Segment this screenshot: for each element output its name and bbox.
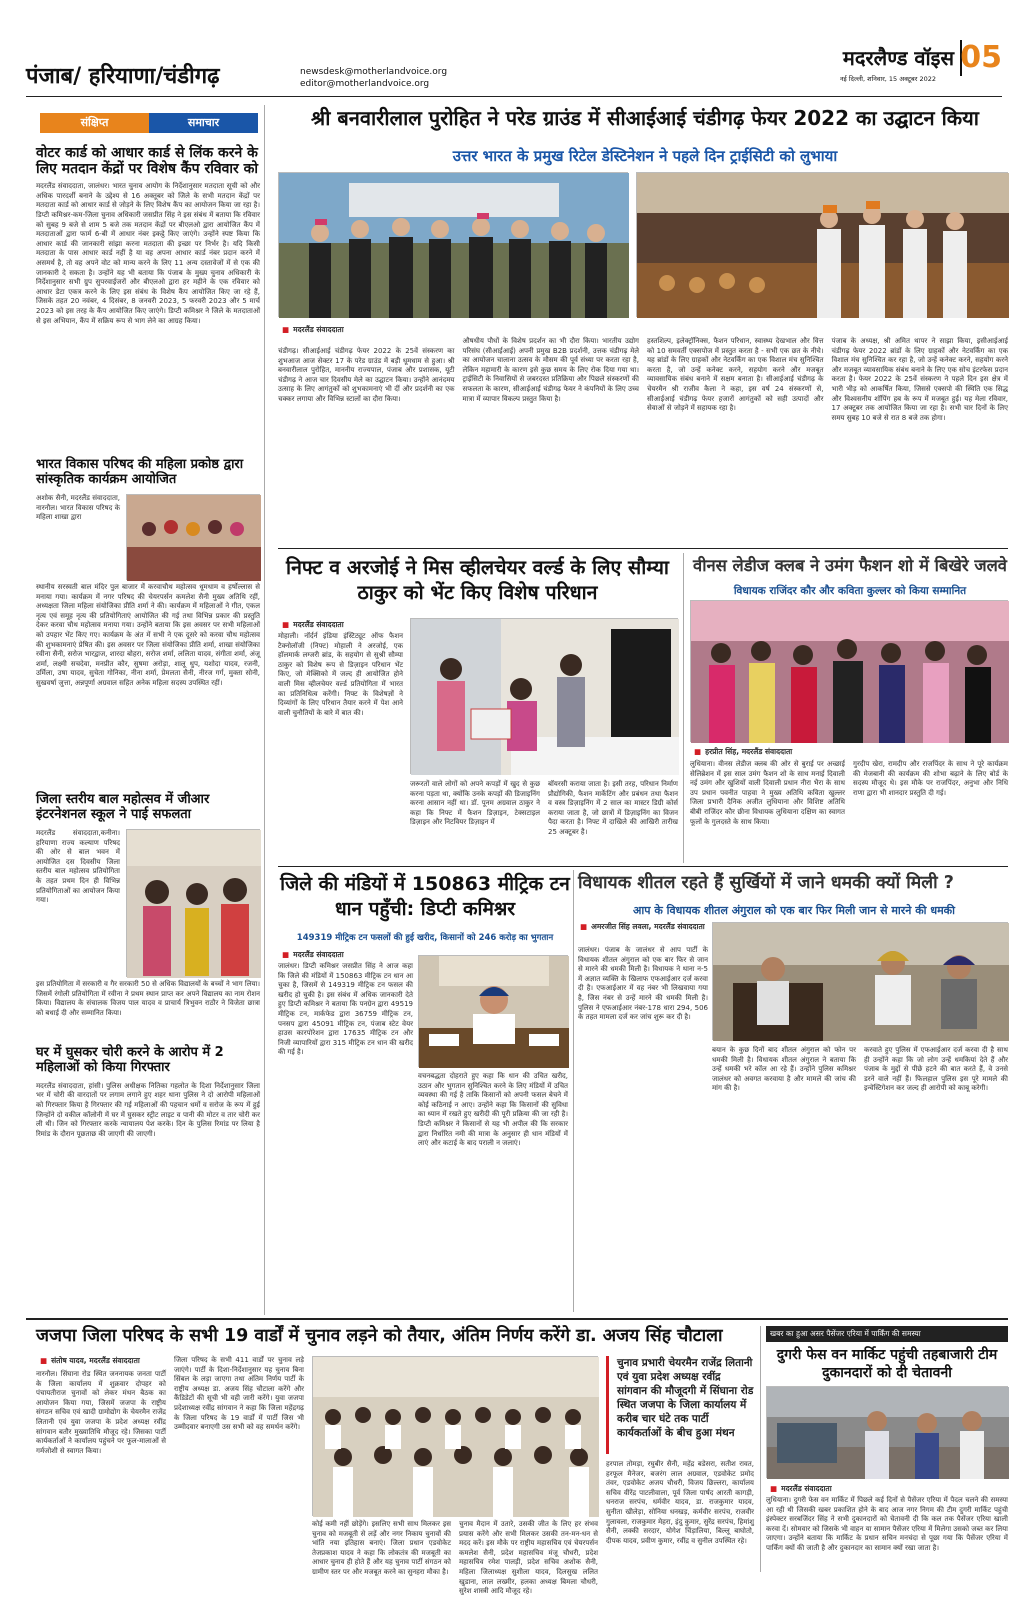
nift-headline: निफ्ट व अरजोई ने मिस व्हीलचेयर वर्ल्ड के लिए सौम्या ठाकुर को भेंट किए विशेष परिधान xyxy=(286,556,669,605)
dugri-tag: खबर का हुआ असर पैसेंजर एरिया में पार्किंग की समस्या xyxy=(766,1326,1008,1342)
article-body: चंडीगढ़। सीआईआई चंडीगढ़ फेयर 2022 के 25वें संस्करण का शुभआज आज सेक्टर 17 के परेड ग्राउंड में बड़ी धूमधाम से हुआ। श्री बनवारीलाल पुरोहित, माननीय राज्यपाल, पंजाब और प्रशासक, यूटी चंडीगढ़ ने आज चार दिवसीय मेले का उद्घाटन किया। उन्होंने आनंदमय उत्साह के लिए आगंतुकों को शुभकामनाएं भी दीं और प्रदर्शनी का एक चक्कर लगाया और विभिन्न स्टालों का दौरा किया। xyxy=(278,347,455,403)
article-headline: घर में घुसकर चोरी करने के आरोप में 2 महिलाओं को किया गिरफ्तार xyxy=(36,1044,224,1075)
dugri-photo xyxy=(766,1386,1008,1478)
article-body: औषधीय पौधों के विशेष प्रदर्शन का भी दौरा किया। भारतीय उद्योग परिसंघ (सीआईआई) अपनी प्रमुख B2B प्रदर्शनी, उत्तक चंडीगढ़ मेले का आयोजन चालाना उत्सव के मौसम की पूर्व संध्या पर करता रहा है, लेकिन महामारी के कारण इसे कुछ समय के लिए रोक दिया गया था। ट्राईसिटी के निवासियों से जबरदस्त प्रतिक्रिया और पिछले संस्करणों की सफलता के कारण, सीआईआई चंडीगढ़ फेयर ने कंपनियों के लिए उच्च मात्रा में व्यापार विकल्प प्रस्तुत किया है। xyxy=(462,337,639,403)
byline: ■ मदरलैंड संवाददाता xyxy=(282,620,344,630)
nift-photo xyxy=(410,618,678,774)
article-body: बॉयरसी कराया जाता है। इसी तरह, परिधान निर्माण प्रौद्योगिकी, फैशन मार्केटिंग और प्रबंधन तथा फैशन व वस्त्र डिज़ाइनिंग में 2 साल का मास्टर डिग्री कोर्स कराया जाता है, जो छात्रों में डिज़ाइनिंग का विजन पैदा करता है। निफ्ट में दाखिले की आखिरी तारीख 25 अक्टूबर है। xyxy=(548,780,678,836)
article-body: करवाते हुए पुलिस में एफआईआर दर्ज करवा दी है साथ ही उन्होंने कहा कि जो लोग उन्हें धमकियां देते हैं और पंजाब के मुद्दों से पीछे हटने की बात करते हैं, वे उनसे डरने वाले नहीं हैं। फिलहाल पुलिस इस पूरे मामले की इन्वेस्टिगेशन कर जल्द ही आरोपी को काबू करेगी। xyxy=(864,1046,1008,1093)
article-body: अशोक सैनी, मदरलैंड संवाददाता, नारनौल। भारत विकास परिषद के महिला शाखा द्वारा xyxy=(36,494,120,522)
byline: ■ संतोष यादव, मदरलैंड संवाददाता xyxy=(40,1356,140,1366)
newsdesk-email[interactable]: newsdesk@motherlandvoice.org xyxy=(300,67,448,77)
sheetal-subheadline: आप के विधायक शीतल अंगुराल को एक बार फिर मिली जान से मारने की धमकी xyxy=(633,904,955,917)
article-body: पंजाब के अध्यक्ष, श्री अमित थापर ने साझा किया, इसीआईआई चंडीगढ़ फेयर 2022 ब्रांडों के लिए ग्राहकों और नेटवर्किंग का एक विशाल मंच सुनिश्चित कर रहा है, जो उन्हें कनेक्ट करने, सहयोग करने और मजबूत व्यावसायिक संबंध बनाने के लिए एक सोच इंटरफेस प्रदान करता है। फेयर 2022 के 25वें संस्करण ने पहले दिन इस क्षेत्र में भारी भीड़ को आकर्षित किया, जिससे एक्सपो की स्थिति एक सिद्ध और विश्वसनीय शॉपिंग हब के रूप में मजबूत हुई। यह मेला रविवार, 17 अक्टूबर तक आयोजित किया जा रहा है। सभी चार दिनों के लिए समय सुबह 10 बजे से रात 8 बजे तक होगा। xyxy=(831,337,1008,422)
byline: ■ मदरलैंड संवाददाता xyxy=(282,325,344,335)
column-divider xyxy=(760,1326,761,1572)
lead-photo-right xyxy=(636,172,1008,317)
byline: ■ मदरलैंड संवाददाता xyxy=(282,950,344,960)
column-divider xyxy=(573,870,574,1312)
sheetal-headline: विधायक शीतल रहते हैं सुर्खियों में जाने धमकी क्यों मिली ? xyxy=(578,873,954,893)
nift-article-body xyxy=(410,780,678,862)
article-body: स्थानीय सरस्वती बाल मंदिर पुल बाजार में करवाचौथ महोत्सव धूमधाम व हर्षोल्लास से मनाया गया। कार्यक्रम में नगर परिषद की चेयरपर्सन कमलेश सैनी मुख्य अतिथि रहीं, अध्यक्षता जिला महिला संयोजिका प्रीति शर्मा ने की। कार्यक्रम में महिलाओं ने गीत, एकल नृत्य एवं समूह नृत्य की प्रतियोगिताएं आयोजित की गई तथा विभिन्न प्रकार की प्रस्तुति देकर करवा चौथ महोत्सव मनाया गया। उन्होंने बताया कि इस अवसर पर सभी महिलाओं को उपहार भेंट किए गए। कार्यक्रम के अंत में सभी ने एक दूसरे को करवा चौथ महोत्सव की शुभकामनाएं प्रेषित की। इस अवसर पर जिला संयोजिका प्रीति शर्मा, शाखा संयोजिका रवीना सैनी, सरोज भारद्वाज, शारदा बोहरा, सरोज शर्मा, ललिता यादव, संगीता शर्मा, अंजू शर्मा, लक्ष्मी सचदेवा, मनप्रीत कौर, सुषमा अरोड़ा, शालू धुप, यशोदा यादव, रजनी, उर्मिला, उषा यादव, सुचेता गोनिका, नीना शर्मा, प्रेमलता सैनी, नीरज गर्ग, मुक्ता सोनी, सुखवर्षा जुत्ता, अन्नपूर्णा अग्रवाल सहित अनेक महिला सदस्य उपस्थित रहीं। xyxy=(36,583,260,687)
article-body: वचनबद्धता दोहराते हुए कहा कि धान की उचित खरीद, उठान और भुगतान सुनिश्चित करने के लिए मंडियों में उचित व्यवस्था की गई है ताकि किसानों को अपनी फसल बेचने में कोई कठिनाई न आए। उन्होंने कहा कि किसानों की सुविधा का ध्यान में रखते हुए खरीदी की पूरी प्रक्रिया की जा रही है। डिप्टी कमिश्नर ने किसानों से यह भी अपील की कि सरकार द्वारा निर्धारित नमी की मात्रा के अनुसार ही धान मंडियों में लाएं और कटाई के बाद पराली न जलाएं। xyxy=(418,1072,568,1148)
section-region: पंजाब/ हरियाणा/चंडीगढ़ xyxy=(26,63,220,89)
contact-emails xyxy=(300,66,447,90)
section-rule xyxy=(278,548,1008,549)
section-rule xyxy=(278,866,1008,867)
brief-tag-2: समाचार xyxy=(149,113,258,133)
article-body: जरूरतों वाले लोगों को अपने कपड़ों में खुद से कुछ करना पड़ता था, क्योंकि उनके कपड़ों की डिजाइनिंग करना आसान नहीं था। डॉ. पूनम अग्रवाल ठाकुर ने कहा कि निफ्ट में फैशन डिज़ाइन, टेक्सटाइल डिज़ाइन और निटवियर डिज़ाइन में xyxy=(410,780,540,827)
article-body: मदरलैंड संवाददाता,कनीना। हरियाणा राज्य कल्याण परिषद की ओर से बाल भवन में आयोजित दस दिवसीय जिला स्तरीय बाल महोत्सव प्रतियोगिता के तहत प्रथम दिन ही विभिन्न प्रतियोगिताओं का आयोजन किया गया। xyxy=(36,828,120,905)
article-body: नारनौल। सिंघाना रोड स्थित जननायक जनता पार्टी के जिला कार्यालय में शुक्रवार दोपहर को पंचायतीराज चुनावों को लेकर मंथन बैठक का आयोजन किया गया, जिसमें जजपा के राष्ट्रीय संगठन सचिव एवं खादी ग्रामोद्योग के चेयरमैन राजेंद्र लितानी एवं युवा जजपा के प्रदेश अध्यक्ष रवींद्र सांगवान बतौर मुख्यातिथि मौजूद रहे। जिसका पार्टी कार्यकर्ताओं ने कार्यालय पहुंचने पर फूल-मालाओं से गर्मजोशी से स्वागत किया। xyxy=(36,1370,166,1455)
editor-email[interactable]: editor@motherlandvoice.org xyxy=(300,79,430,89)
vlc-photo xyxy=(690,600,1008,742)
page-number: 05 xyxy=(960,40,1002,75)
jjp-headline: जजपा जिला परिषद के सभी 19 वार्डों में चुनाव लड़ने को तैयार, अंतिम निर्णय करेंगे डा. अजय सिंह चौटाला xyxy=(36,1326,723,1346)
lead-subheadline: उत्तर भारत के प्रमुख रिटेल डेस्टिनेशन ने पहले दिन ट्राईसिटी को लुभाया xyxy=(452,147,838,165)
date-line: नई दिल्ली, शनिवार, 15 अक्टूबर 2022 xyxy=(839,75,936,83)
column-divider xyxy=(264,105,265,1315)
dugri-headline: दुगरी फेस वन मार्किट पहुंची तहबाजारी टीम दुकानदारों को दी चेतावनी xyxy=(776,1347,998,1381)
article-headline: भारत विकास परिषद की महिला प्रकोष्ठ द्वारा सांस्कृतिक कार्यक्रम आयोजित xyxy=(36,457,244,488)
article-body: चुनाव मैदान में उतारे, उसकी जीत के लिए हर संभव प्रयास करेंगे और सभी मिलकर उसकी तन-मन-धन से मदद करें। इस मौके पर राष्ट्रीय महासचिव एवं चेयरपर्सन कमलेश सैनी, प्रदेश महासचिव मंजू चौधरी, प्रदेश महासचिव रमेश पालड़ी, प्रदेश सचिव अशोक सैनी, महिला जिलाध्यक्ष सुशीला यादव, दिलसुख ललित खुडाना, लाल लख्मीर, हलका अध्यक्ष बिमला चौधरी, सुरेश शास्त्री आदि मौजूद रहे। xyxy=(459,1520,598,1596)
brief-tag-1: संक्षिप्त xyxy=(40,113,149,133)
publication-name: मदरलैण्ड वॉइस xyxy=(842,46,954,70)
article-body: जालंधर। डिप्टी कमिश्नर जसप्रीत सिंह ने आज कहा कि जिले की मंडियों में 150863 मीट्रिक टन धान आ चुका है, जिसमें से 149319 मीट्रिक टन फसल की खरीद हो चुकी है। इस संबंध में अधिक जानकारी देते हुए डिप्टी कमिश्नर ने बताया कि पनग्रेन द्वारा 49519 मीट्रिक टन, मार्कफेड द्वारा 36759 मीट्रिक टन, पनसप द्वारा 45091 मीट्रिक टन, पंजाब स्टेट वेयर हाउस कारपोरेशन द्वारा 17635 मीट्रिक टन और निजी व्यापारियों द्वारा 315 मीट्रिक टन धान की खरीद की गई है। xyxy=(278,962,413,1057)
jjp-photo xyxy=(312,1356,598,1516)
lead-article-body xyxy=(278,337,1008,543)
article-body: मदरलैंड संवाददाता, जालंधर। भारत चुनाव आयोग के निर्देशानुसार मतदाता सूची को और अधिक पारदर्शी बनाने के उद्देश्य से 16 अक्तूबर को जिले के सभी मतदान केंद्रों पर मतदाता कार्ड को आधार कार्ड से जोड़ने के लिए विशेष कैंप का आयोजन किया जा रहा है। डिप्टी कमिश्नर-कम-जिला चुनाव अधिकारी जसप्रीत सिंह ने इस संबंध में बताया कि रविवार को सुबह 9 बजे से शाम 5 बजे तक मतदान केंद्रों पर बीएलओ द्वारा आयोजित कैंप में मतदाताओं द्वारा फार्म 6-बी में आधार नंबर इकट्ठे किए जाएंगे। उन्होंने स्पष्ट किया कि आधार कार्ड की जानकारी सांझा करना मतदाता की इच्छा पर निर्भर है। यदि किसी मतदाता के पास आधार कार्ड नहीं है या वह अपना आधार कार्ड नंबर प्रदान करने में असमर्थ है, तो वह अपने वोट को मान्य करने के लिए 11 अन्य दस्तावेजों में से एक की जानकारी दे सकता है। उन्होंने यह भी बताया कि पंजाब के मुख्य चुनाव अधिकारी के निर्देशानुसार सभी ग्रुप सुपरवाईजरों और बीएलओ द्वारा हर महीने के एक रविवार को आधार डेटा एकत्र करने के लिए इस संबंध के विशेष कैंप आयोजित किए जा रहे हैं, जिसके तहत 20 नवंबर, 4 दिसंबर, 8 जनवरी 2023, 5 फरवरी 2023 और 5 मार्च 2023 को इस तरह के कैंप आयोजित किए जाएंगे। डिप्टी कमिश्नर ने जिले के मतदाताओं से इस अभियान, कैंप में सक्रिय रूप से भाग लेने का आग्रह किया। xyxy=(36,182,260,325)
lead-headline: श्री बनवारीलाल पुरोहित ने परेड ग्राउंड में सीआईआई चंडीगढ़ फेयर 2022 का उद्घाटन किया xyxy=(311,106,979,130)
jjp-highlight-box: चुनाव प्रभारी चेयरमैन राजेंद्र लितानी एवं युवा प्रदेश अध्यक्ष रवींद्र सांगवान की मौजूदगी में सिंघाना रोड स्थित जजपा के जिला कार्यालय में करीब चार घंटे तक पार्टी कार्यकर्ताओं के बीच हुआ मंथन xyxy=(606,1356,754,1454)
article-body: बयान के कुछ दिनों बाद शीतल अंगुराल को फोन पर धमकी मिली है। विधायक शीतल अंगुराल ने बताया कि उन्हें धमकी भरे कॉल आ रहे हैं। उन्होंने पुलिस कमिश्नर जालंधर को अवगत करवाया है और मामले की जांच की मांग की है। xyxy=(712,1046,856,1093)
section-rule xyxy=(26,1318,1008,1320)
article-body: इस प्रतियोगिता में सरकारी व गैर सरकारी 50 से अधिक विद्यालयों के बच्चों ने भाग लिया। जिसमें रंगोली प्रतियोगिता में रवीना ने प्रथम स्थान प्राप्त कर अपने विद्यालय का नाम रोशन किया। विद्यालय के संचालक विजय पाल यादव व प्राचार्य त्रिभुवन राठौर ने विजेता छात्रा को बधाई दी और सम्मानित किया। xyxy=(36,979,260,1017)
byline: ■ अमरजीत सिंह लवला, मदरलैंड संवाददाता xyxy=(580,922,710,932)
mandi-photo xyxy=(418,955,568,1067)
mandi-subheadline: 149319 मीट्रिक टन फसलों की हुई खरीद, किसानों को 246 करोड़ का भुगतान xyxy=(296,933,554,943)
lead-photo-left xyxy=(278,172,628,317)
article-body: जालंधर। पंजाब के जालंधर से आप पार्टी के विधायक शीतल अंगुराल को एक बार फिर से जान से मारने की धमकी मिली है। विधायक ने थाना न-5 में अज्ञात व्यक्ति के खिलाफ एफआईआर दर्ज करवा दी है। एफआईआर में वह नंबर भी लिखवाया गया है, जिस नंबर से उन्हें मारने की धमकी मिली है। पुलिस ने एफआईआर नंबर-178 धारा 294, 506 के तहत मामला दर्ज कर जांच शुरू कर दी है। xyxy=(578,946,708,1022)
article-body: हस्तशिल्प, इलेक्ट्रॉनिक्स, फैशन परिधान, स्वास्थ्य देखभाल और वित्त को 10 समवर्ती एक्सपोज में प्रस्तुत करता है - सभी एक छत के नीचे। यह ब्रांडों के लिए ग्राहकों और नेटवर्किंग का एक विशाल मंच सुनिश्चित करता है, जो उन्हें कनेक्ट करने, सहयोग करने और मजबूत व्यावसायिक संबंध बनाने में सक्षम बनाता है। सीआईआई चंडीगढ़ के चेयरमैन श्री राजीव कैला ने कहा, इस वर्ष 24 संस्करणों से, सीआईआई चंडीगढ़ फेयर हजारों आगंतुकों को सही उत्पादों और सेवाओं से जोड़ने में सहायक रहा है। xyxy=(647,337,824,413)
article-body: हरपाल तोमड़ा, रघुबीर सैनी, महेंद्र बडेसरा, सतीश रावत, हरफूल मैनेजर, बजरंग लाल अग्रवाल, एडवोकेट प्रमोद तंवर, एडवोकेट अजय चौधरी, विजय छिल्लरा, कार्यालय सचिव वीरेंद्र पाटलीवाला, पूर्व जिला पार्षद आरती कागड़ी, धनराज सरपंच, धर्मवीर यादव, डा. राजकुमार यादव, सुनीता खीलेड़ा, सोनिया धनखड़, कर्मवीर सरपंच, राजवीर गुलावला, राजकुमार मेहरा, इंदु कुमार, सुरेंद्र सरपंच, हिमांशु सैनी, लक्की सरदार, योगेश चिंड़ालिया, बिल्लू बाघोतो, दीपक यादव, प्रवीण कुमार, रवींद्र व सुनील उपस्थित रहे। xyxy=(606,1460,754,1545)
article-body: गुरदीप खेरा, रामदीप और राजपिंदर के साथ ने पूरे कार्यक्रम की मेजबानी की कार्यक्रम की शोभा बढ़ाने के लिए बोर्ड के सदस्य मौजूद थे। इस मौके पर राजपिंदर, अनुभा और निधि राणा द्वारा भी शानदार प्रस्तुति दी गई। xyxy=(853,760,1008,797)
article-body: मदरलैंड संवाददाता, हांसी। पुलिस अधीक्षक नितिका गहलोत के दिशा निर्देशानुसार जिला भर में चोरी की वारदातों पर लगाम लगाने हुए शहर थाना पुलिस ने दो आरोपी महिलाओं को गिरफ्तार किया है गिरफ्तार की गई महिलाओं की पहचान धर्मो व सरोज के रूप में हुई जिन्होंने दो वकील कॉलोनी में घर में घुसकर स्ट्रीट लाइट व पानी की मोटर व तार चोरी कर ली थी। जिन को गिरफ्तार करके न्यायालय पेश करके। दिन के पुलिस रिमांड पर लिया है रिमांड के दौरान पूछताछ की जाएगी की जाएगी। xyxy=(36,1081,260,1138)
left-column xyxy=(36,145,260,1313)
brief-news-tag xyxy=(40,113,258,133)
article-photo xyxy=(126,494,260,580)
vlc-article-body xyxy=(690,760,1008,862)
article-body: जिला परिषद के सभी 411 वार्डों पर चुनाव लड़े जाएंगे। पार्टी के दिशा-निर्देशानुसार यह चुनाव बिना सिंबल के लड़ा जाएगा तथा अंतिम निर्णय पार्टी के राष्ट्रीय अध्यक्ष डा. अजय सिंह चौटाला करेंगे और कैंडिडेटों की सूची भी वही जारी करेंगे। युवा जजपा प्रदेशाध्यक्ष रवींद्र सांगवान ने कहा कि जिला महेंद्रगढ़ के जिला परिषद के 19 वार्डों में पार्टी जिस भी उम्मीदवार बनाएगी उस सभी को वह समर्थन करेंगे। xyxy=(174,1356,304,1432)
article-body: लुधियाना। वीनस लेडीज क्लब की ओर से बुराई पर अच्छाई सेलिब्रेशन में इस साल उमंग फैशन शो के साथ मनाई दिवाली नई उमंग और खुशियों वाली दिवाली प्रधान नीरा भैरा के साथ उप प्रधान पवनीत पाहवा ने मुख्य अतिथि कविता खुल्लर जिला प्रभारी दैनिक अजीत लुधियाना और विशिष्ट अतिथि बीबी राजिंदर कौर छीना विधायक लुधियाना दक्षिण का स्वागत फूलों के गुलदस्ते के साथ किया। xyxy=(690,760,845,826)
mandi-headline: जिले की मंडियों में 150863 मीट्रिक टन धान पहुँची: डिप्टी कमिश्नर xyxy=(280,873,570,920)
jjp-article-body xyxy=(312,1520,598,1596)
vlc-subheadline: विधायक राजिंदर कौर और कविता कुल्लर को किया सम्मानित xyxy=(733,585,967,597)
byline: ■ हरप्रीत सिंह, मदरलैंड संवाददाता xyxy=(694,747,792,757)
byline: ■ मदरलैंड संवाददाता xyxy=(770,1484,832,1494)
article-body: मोहाली। नॉर्दर्न इंडिया इंस्टिट्यूट ऑफ फैशन टैक्नोलॉजी (निफ्ट) मोहाली ने अरजोई, एक हॉलमार्क लग्जरी ब्रांड, के सहयोग से सुश्री सौम्या ठाकुर को विशेष रूप से डिज़ाइन परिधान भेंट किए, जो मेक्सिको में जल्द ही आयोजित होने वाली मिस व्हीलचेयर वर्ल्ड प्रतियोगिता में भारत का प्रतिनिधित्व करेंगी। निफ्ट के विशेषज्ञों ने दिव्यांगों के लिए परिधान तैयार करने में पेश आने वाली चुनौतियों के बारे में बात की। xyxy=(278,632,403,717)
header-rule xyxy=(26,96,1002,97)
article-photo xyxy=(126,829,260,977)
vlc-headline: वीनस लेडीज क्लब ने उमंग फैशन शो में बिखेरे जलवे xyxy=(693,556,1007,575)
article-body: लुधियाना। दुगरी फेस वन मार्किट में पिछले कई दिनों से पैसेंजर एरिया में पैदल चलने की समस्या आ रही थी जिसकी खबर प्रकाशित होने के बाद आज नगर निगम की टीम दुगरी मार्किट पहुंची इंस्पेक्टर सरबजिंदर सिंह ने सभी दुकानदारों को चेतावनी दी कि कल तक पैसेंजर एरिया खाली करवा दें। सोमवार को जिसके भी वाहन या सामान पैसेंजर एरिया में मिलेगा उसको जब्त कर लिया जाएगा। उन्होंने बताया कि मार्किट के प्रधान सचिन मनचंदा से पूछा गया कि पैसेंजर एरिया में पार्किंग क्यों की जाती है और दुकानदार का सामान क्यों रखा जाता है। xyxy=(766,1496,1008,1552)
article-headline: जिला स्तरीय बाल महोत्सव में जीआर इंटरनेशनल स्कूल ने पाई सफलता xyxy=(36,792,210,822)
column-divider xyxy=(683,553,684,863)
article-body: कोई कमी नहीं छोड़ेंगे। इसलिए सभी साथ मिलकर इस चुनाव को मजबूती से लड़ें और नगर निकाय चुनावों की भांति नया इतिहास बनाएं। जिला प्रधान एडवोकेट तेजप्रकाश यादव ने कहा कि लोकतंत्र की मजबूती का आधार चुनाव ही होते हैं और यह चुनाव पार्टी संगठन को ग्रामीण स्तर पर और मजबूत करने का सुनहरा मौका है। xyxy=(312,1520,451,1576)
sheetal-photo xyxy=(712,922,1008,1040)
sheetal-article-body xyxy=(712,1046,1008,1312)
article-headline: वोटर कार्ड को आधार कार्ड से लिंक करने के लिए मतदान केंद्रों पर विशेष कैंप रविवार को xyxy=(36,145,259,178)
